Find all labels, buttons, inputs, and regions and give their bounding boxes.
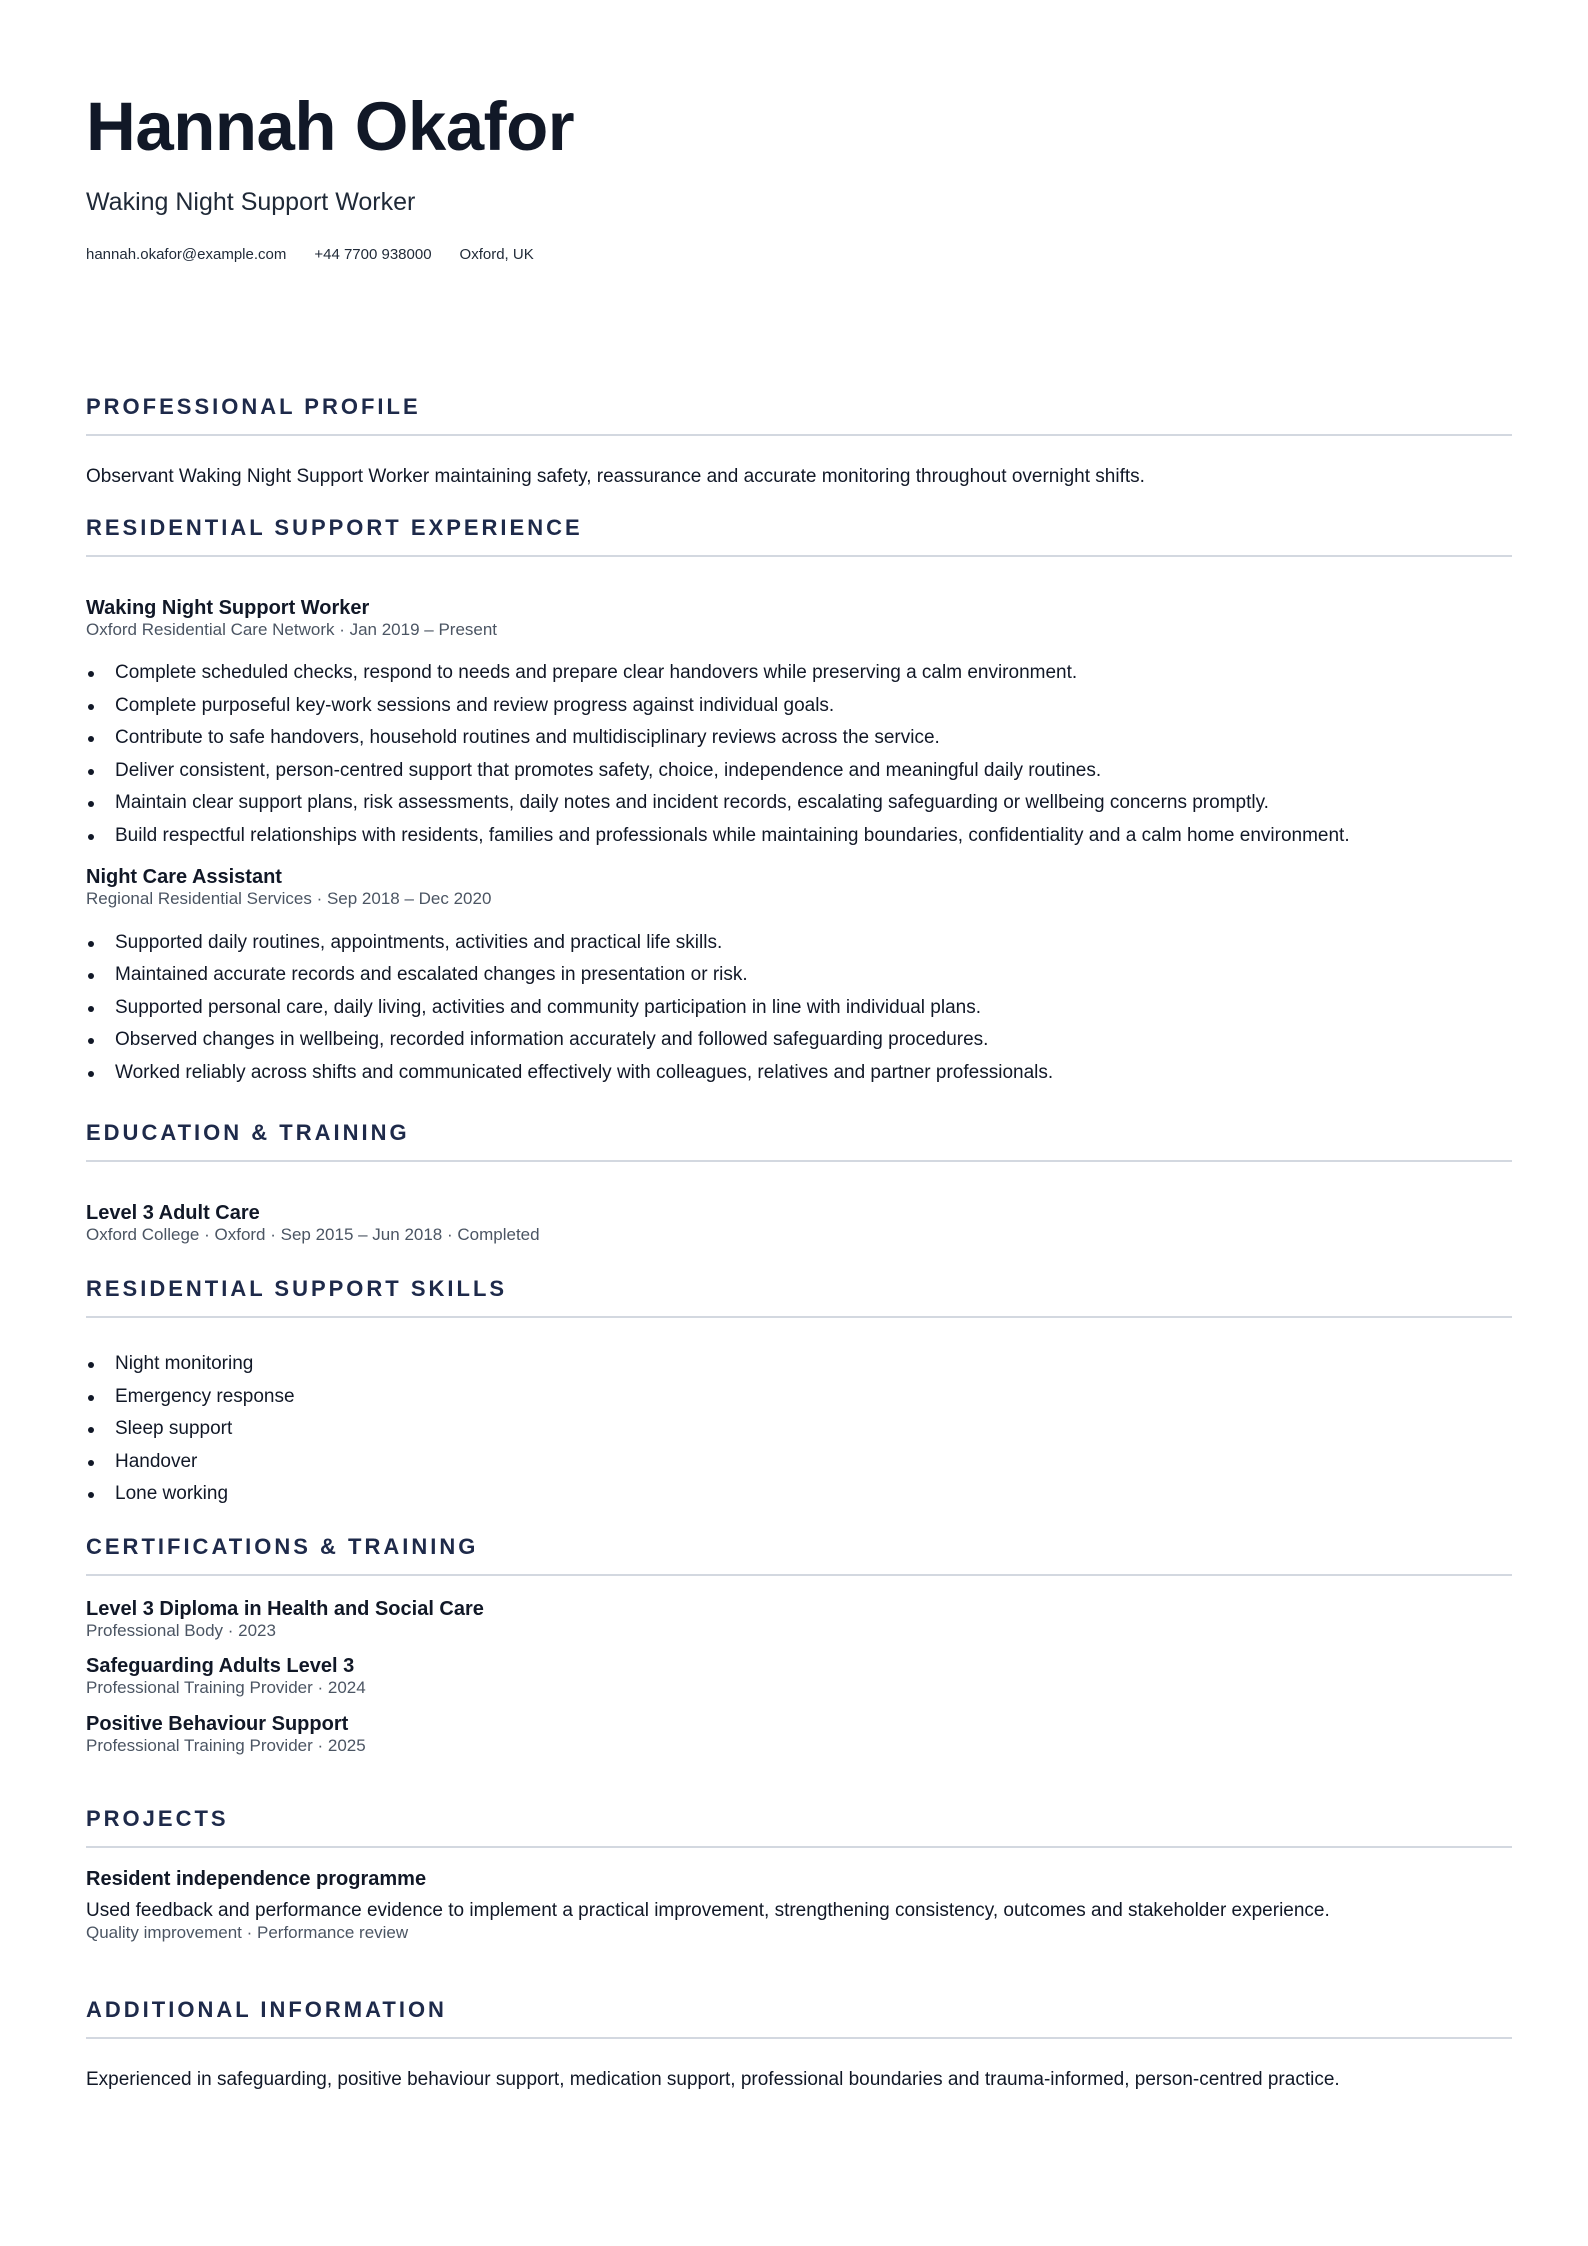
section-divider [86, 1846, 1512, 1848]
list-item: Maintain clear support plans, risk assessments, daily notes and incident records, escalating safeguarding or wellbeing concerns promptly. [115, 787, 1512, 820]
education-meta: Oxford College · Oxford · Sep 2015 – Jun 2018 · Completed [86, 1225, 540, 1244]
candidate-title: Waking Night Support Worker [86, 188, 416, 216]
section-heading: RESIDENTIAL SUPPORT EXPERIENCE [86, 515, 583, 540]
profile-text: Observant Waking Night Support Worker maintaining safety, reassurance and accurate monitoring throughout overnight shifts. [86, 466, 1145, 487]
list-item: Contribute to safe handovers, household routines and multidisciplinary reviews across the service. [115, 722, 1512, 755]
contact-phone: +44 7700 938000 [314, 246, 432, 263]
certification-entry [86, 1712, 1512, 1756]
job-bullets [86, 657, 1512, 852]
certification-title: Positive Behaviour Support [86, 1712, 349, 1735]
section-divider [86, 1160, 1512, 1162]
job-bullets [86, 927, 1512, 1090]
certification-meta: Professional Training Provider · 2025 [86, 1735, 366, 1755]
section-heading: CERTIFICATIONS & TRAINING [86, 1534, 479, 1559]
section-heading: EDUCATION & TRAINING [86, 1120, 410, 1145]
list-item: Complete scheduled checks, respond to needs and prepare clear handovers while preserving a calm environment. [115, 657, 1512, 690]
section-education [86, 1122, 1512, 1245]
contact-location: Oxford, UK [459, 246, 534, 263]
job-entry [86, 596, 1512, 852]
list-item: Sleep support [115, 1413, 1512, 1446]
candidate-name: Hannah Okafor [86, 88, 575, 165]
list-item: Deliver consistent, person-centred support that promotes safety, choice, independence and meaningful daily routines. [115, 755, 1512, 788]
certification-meta: Professional Training Provider · 2024 [86, 1678, 366, 1698]
list-item: Build respectful relationships with residents, families and professionals while maintaining boundaries, confidentiality and a calm home environment. [115, 820, 1512, 853]
section-skills [86, 1278, 1512, 1511]
section-heading: PROJECTS [86, 1806, 229, 1831]
project-description: Used feedback and performance evidence to implement a practical improvement, strengthening consistency, outcomes and stakeholder experience. [86, 1900, 1330, 1921]
job-meta: Regional Residential Services · Sep 2018 – Dec 2020 [86, 889, 492, 909]
education-title: Level 3 Adult Care [86, 1202, 260, 1224]
section-experience [86, 517, 1512, 1089]
certification-entry [86, 1654, 1512, 1698]
project-title: Resident independence programme [86, 1868, 427, 1890]
list-item: Maintained accurate records and escalated changes in presentation or risk. [115, 959, 1512, 992]
section-heading: PROFESSIONAL PROFILE [86, 394, 421, 419]
section-projects [86, 1808, 1512, 1943]
section-certifications [86, 1536, 1512, 1756]
list-item: Worked reliably across shifts and communicated effectively with colleagues, relatives and partner professionals. [115, 1057, 1512, 1090]
job-entry [86, 865, 1512, 1089]
list-item: Emergency response [115, 1381, 1512, 1414]
job-meta: Oxford Residential Care Network · Jan 2019 – Present [86, 620, 498, 639]
certification-meta: Professional Body · 2023 [86, 1621, 276, 1640]
list-item: Supported personal care, daily living, activities and community participation in line with individual plans. [115, 992, 1512, 1025]
list-item: Observed changes in wellbeing, recorded information accurately and followed safeguarding procedures. [115, 1024, 1512, 1057]
section-divider [86, 1316, 1512, 1318]
project-entry [86, 1867, 1512, 1943]
section-divider [86, 2037, 1512, 2039]
job-title: Night Care Assistant [86, 866, 282, 889]
section-heading: ADDITIONAL INFORMATION [86, 1997, 447, 2022]
section-divider [86, 434, 1512, 436]
job-title: Waking Night Support Worker [86, 597, 370, 619]
section-divider [86, 1574, 1512, 1576]
education-entry [86, 1201, 1512, 1245]
additional-text: Experienced in safeguarding, positive behaviour support, medication support, professional boundaries and trauma-informed, person-centred practice. [86, 2069, 1340, 2090]
skills-list [86, 1348, 1512, 1511]
contact-line [86, 247, 562, 262]
certification-title: Safeguarding Adults Level 3 [86, 1655, 355, 1678]
list-item: Complete purposeful key-work sessions and review progress against individual goals. [115, 690, 1512, 723]
list-item: Handover [115, 1446, 1512, 1479]
contact-email: hannah.okafor@example.com [86, 246, 287, 263]
list-item: Lone working [115, 1478, 1512, 1511]
section-divider [86, 555, 1512, 557]
project-meta: Quality improvement · Performance review [86, 1922, 409, 1942]
certification-title: Level 3 Diploma in Health and Social Care [86, 1598, 484, 1620]
section-additional [86, 1999, 1512, 2092]
certification-entry [86, 1597, 1512, 1641]
section-heading: RESIDENTIAL SUPPORT SKILLS [86, 1276, 508, 1301]
list-item: Supported daily routines, appointments, activities and practical life skills. [115, 927, 1512, 960]
list-item: Night monitoring [115, 1348, 1512, 1381]
section-profile [86, 396, 1512, 489]
